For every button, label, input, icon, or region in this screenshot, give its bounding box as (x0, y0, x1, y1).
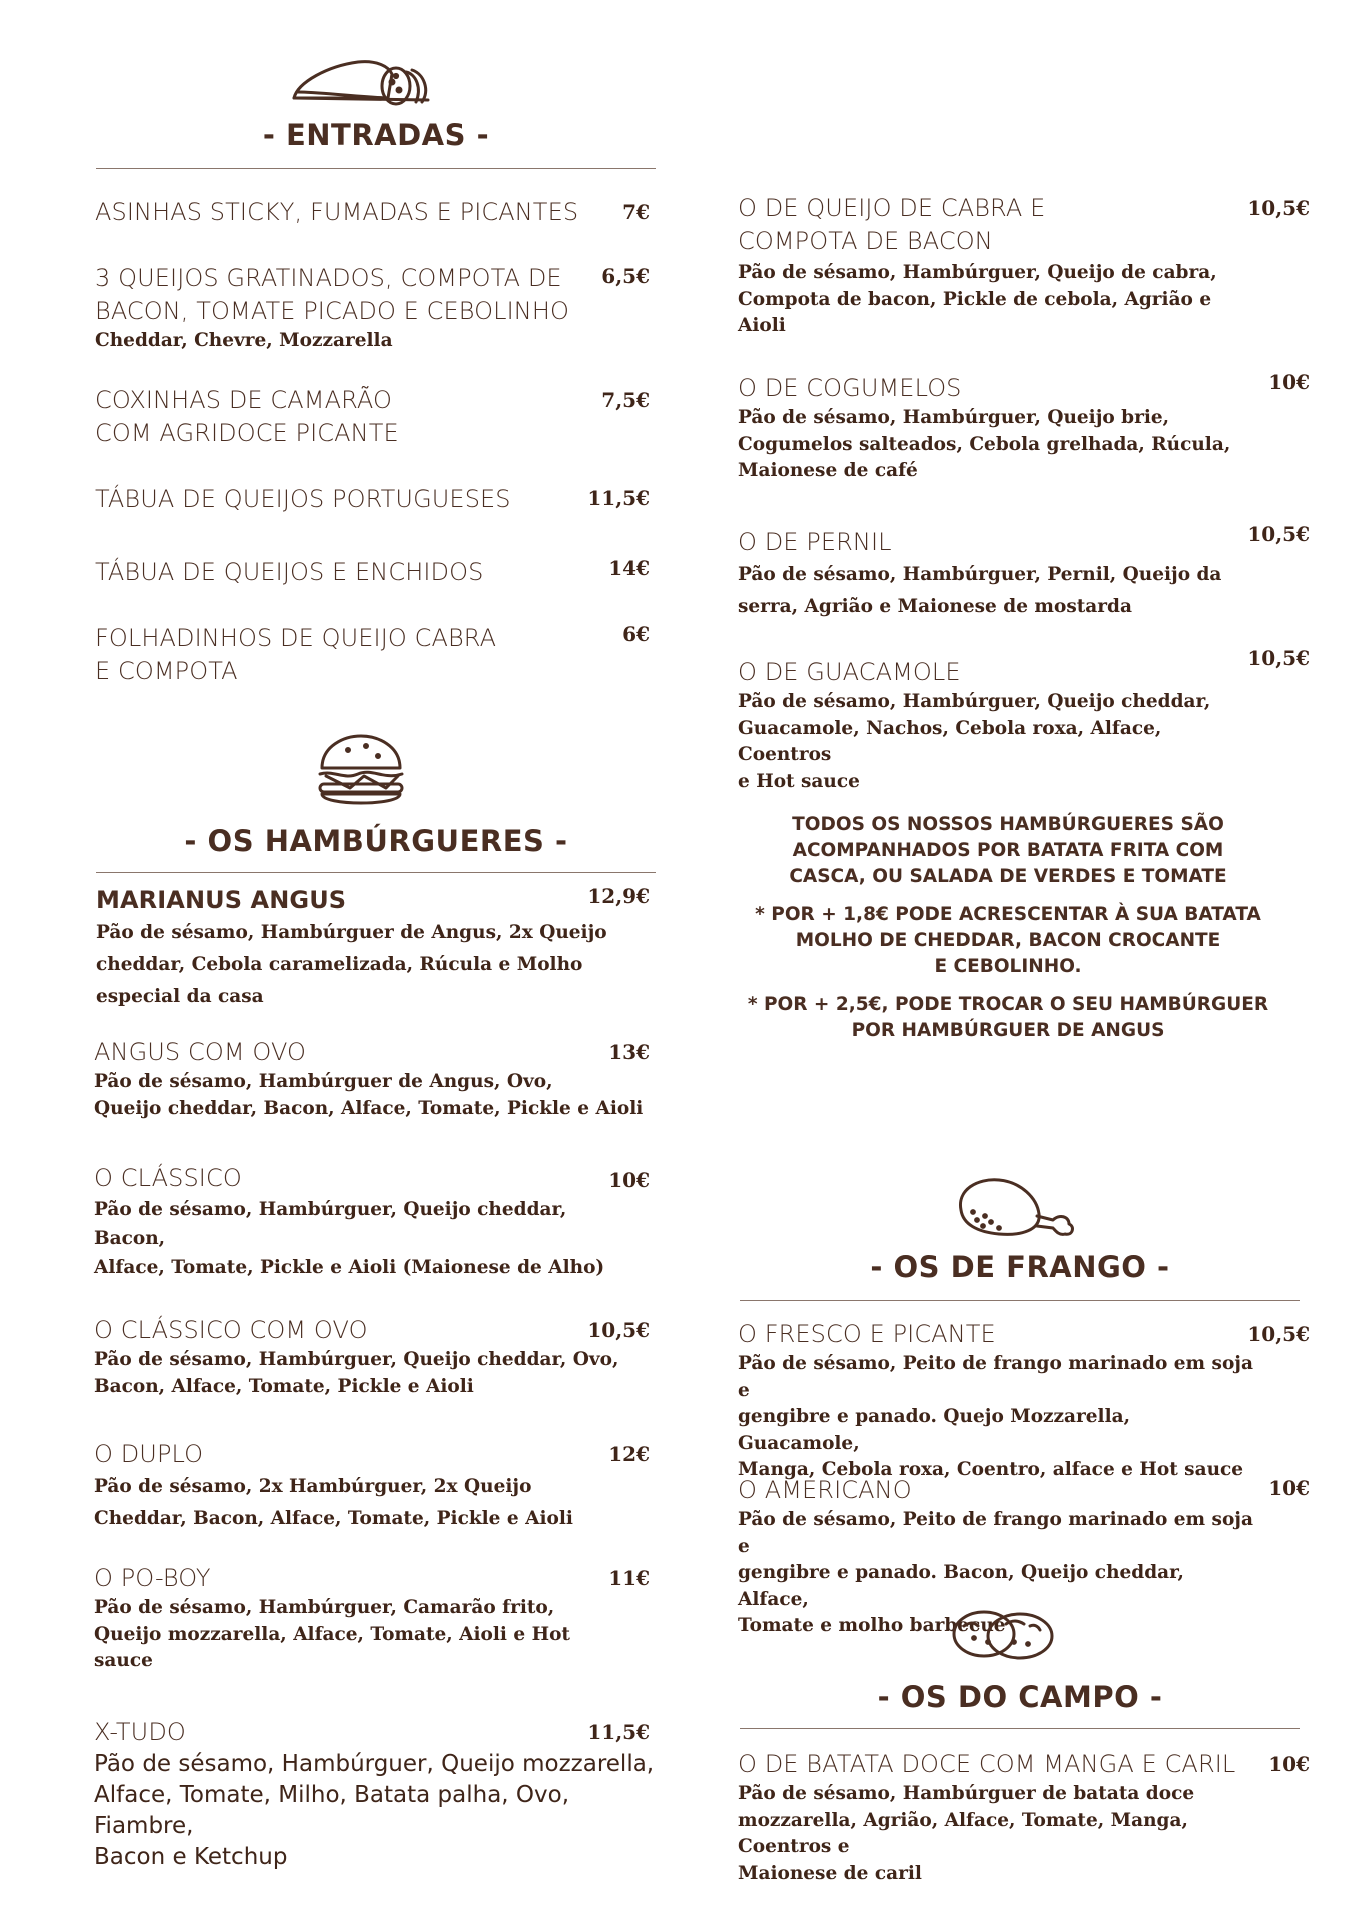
item-name: O CLÁSSICO COM OVO (94, 1316, 368, 1344)
divider (740, 1728, 1300, 1729)
item-price: 11,5€ (587, 1720, 650, 1744)
bread-loaf-icon (288, 52, 438, 110)
item-description: Pão de sésamo, Hambúrguer, Queijo cheddar, Guacamole, Nachos, Cebola roxa, Alface, Coentros e Hot sauce (738, 691, 1211, 792)
side-note: TODOS OS NOSSOS HAMBÚRGUERES SÃO ACOMPANHADOS POR BATATA FRITA COM CASCA, OU SALADA DE VERDES E TOMATE (789, 814, 1227, 887)
item-description: Pão de sésamo, Peito de frango marinado em soja e gengibre e panado. Quejo Mozzarella, Guacamole, Manga, Cebola roxa, Coentro, alface e Hot sauce (738, 1353, 1253, 1480)
item-price: 10€ (608, 1168, 650, 1192)
bread-rolls-icon (948, 1604, 1058, 1662)
item-price: 13€ (608, 1040, 650, 1064)
menu-item (95, 483, 595, 516)
item-name: O AMERICANO (738, 1476, 912, 1504)
item-description: Pão de sésamo, 2x Hambúrguer, 2x Queijo Cheddar, Bacon, Alface, Tomate, Pickle e Aioli (94, 1476, 573, 1529)
item-name: 3 QUEIJOS GRATINADOS, COMPOTA DE BACON, TOMATE PICADO E CEBOLINHO (95, 264, 570, 325)
item-price: 11,5€ (587, 486, 650, 510)
menu-item (738, 192, 1238, 340)
menu-item (738, 1318, 1258, 1484)
item-price: 7,5€ (601, 388, 650, 412)
item-name: O DE QUEIJO DE CABRA E COMPOTA DE BACON (738, 194, 1046, 255)
item-name: MARIANUS ANGUS (96, 886, 347, 914)
section-title-hamburgueres: - OS HAMBÚRGUERES - (184, 824, 568, 858)
section-title-frango: - OS DE FRANGO - (870, 1250, 1170, 1284)
item-description: Pão de sésamo, Hambúrguer, Queijo brie, Cogumelos salteados, Cebola grelhada, Rúcula, Maionese de café (738, 407, 1231, 481)
item-price: 10,5€ (1247, 1322, 1310, 1346)
item-description: Pão de sésamo, Hambúrguer, Queijo cheddar, Ovo, Bacon, Alface, Tomate, Pickle e Aioli (94, 1349, 619, 1397)
item-description: Pão de sésamo, Hambúrguer de Angus, Ovo, Queijo cheddar, Bacon, Alface, Tomate, Pickle e Aioli (94, 1071, 644, 1119)
burger-icon (314, 732, 408, 812)
section-title-entradas: - ENTRADAS - (262, 118, 490, 152)
item-price: 10,5€ (1247, 646, 1310, 670)
extras-note: * POR + 1,8€ PODE ACRESCENTAR À SUA BATATA MOLHO DE CHEDDAR, BACON CROCANTE E CEBOLINHO. (755, 904, 1261, 977)
item-name: O FRESCO E PICANTE (738, 1320, 996, 1348)
item-price: 10€ (1268, 370, 1310, 394)
item-price: 11€ (608, 1566, 650, 1590)
item-price: 10€ (1268, 1476, 1310, 1500)
item-name: O PO-BOY (94, 1564, 211, 1592)
item-name: O DE COGUMELOS (738, 374, 962, 402)
item-price: 10,5€ (1247, 522, 1310, 546)
item-name: TÁBUA DE QUEIJOS PORTUGUESES (95, 485, 511, 513)
item-price: 7€ (622, 200, 650, 224)
item-description: Pão de sésamo, Hambúrguer, Queijo mozzarella, Alface, Tomate, Milho, Batata palha, Ovo, Fiambre, Bacon e Ketchup (94, 1751, 655, 1870)
item-name: ANGUS COM OVO (94, 1038, 307, 1066)
item-name: O DE BATATA DOCE COM MANGA E CARIL (738, 1750, 1236, 1778)
item-price: 12,9€ (587, 884, 650, 908)
item-price: 10,5€ (1247, 196, 1310, 220)
item-description: Pão de sésamo, Peito de frango marinado em soja e gengibre e panado. Bacon, Queijo cheddar, Alface, Tomate e molho barbecue (738, 1509, 1253, 1636)
menu-item (738, 372, 1238, 485)
item-description: Pão de sésamo, Hambúrguer, Queijo cheddar, Bacon, Alface, Tomate, Pickle e Aioli (Maionese de Alho) (94, 1199, 605, 1278)
item-name: TÁBUA DE QUEIJOS E ENCHIDOS (95, 558, 484, 586)
menu-item (738, 656, 1258, 795)
item-description: Pão de sésamo, Hambúrguer, Pernil, Queijo da serra, Agrião e Maionese de mostarda (738, 564, 1222, 617)
item-price: 6,5€ (601, 264, 650, 288)
item-price: 10,5€ (587, 1318, 650, 1342)
item-name: X-TUDO (94, 1718, 186, 1746)
divider (96, 872, 656, 873)
menu-item (95, 556, 595, 589)
item-name: O DE PERNIL (738, 528, 892, 556)
section-title-campo: - OS DO CAMPO - (877, 1680, 1163, 1714)
item-price: 14€ (608, 556, 650, 580)
angus-upgrade-note: * POR + 2,5€, PODE TROCAR O SEU HAMBÚRGUER POR HAMBÚRGUER DE ANGUS (747, 994, 1269, 1041)
item-description: Pão de sésamo, Hambúrguer de batata doce mozzarella, Agrião, Alface, Tomate, Manga, Coentros e Maionese de caril (738, 1783, 1195, 1884)
divider (740, 1300, 1300, 1301)
menu-item (96, 884, 636, 1013)
item-description: Pão de sésamo, Hambúrguer, Queijo de cabra, Compota de bacon, Pickle de cebola, Agrião e Aioli (738, 262, 1217, 336)
menu-item (95, 622, 595, 688)
divider (96, 168, 656, 169)
item-name: O DE GUACAMOLE (738, 658, 961, 686)
menu-item (738, 526, 1238, 623)
item-price: 10€ (1268, 1752, 1310, 1776)
item-name: COXINHAS DE CAMARÃO COM AGRIDOCE PICANTE (95, 386, 399, 447)
item-price: 6€ (622, 622, 650, 646)
item-description: Pão de sésamo, Hambúrguer de Angus, 2x Queijo cheddar, Cebola caramelizada, Rúcula e Molho especial da casa (96, 922, 607, 1007)
item-description: Pão de sésamo, Hambúrguer, Camarão frito, Queijo mozzarella, Alface, Tomate, Aioli e Hot sauce (94, 1597, 570, 1671)
item-name: O CLÁSSICO (94, 1164, 242, 1192)
menu-item (738, 1748, 1278, 1887)
menu-item (95, 384, 595, 450)
item-description: Cheddar, Chevre, Mozzarella (95, 330, 393, 351)
item-price: 12€ (608, 1442, 650, 1466)
item-name: ASINHAS STICKY, FUMADAS E PICANTES (95, 198, 579, 226)
item-name: FOLHADINHOS DE QUEIJO CABRA E COMPOTA (95, 624, 497, 685)
item-name: O DUPLO (94, 1440, 204, 1468)
chicken-leg-icon (955, 1176, 1079, 1240)
